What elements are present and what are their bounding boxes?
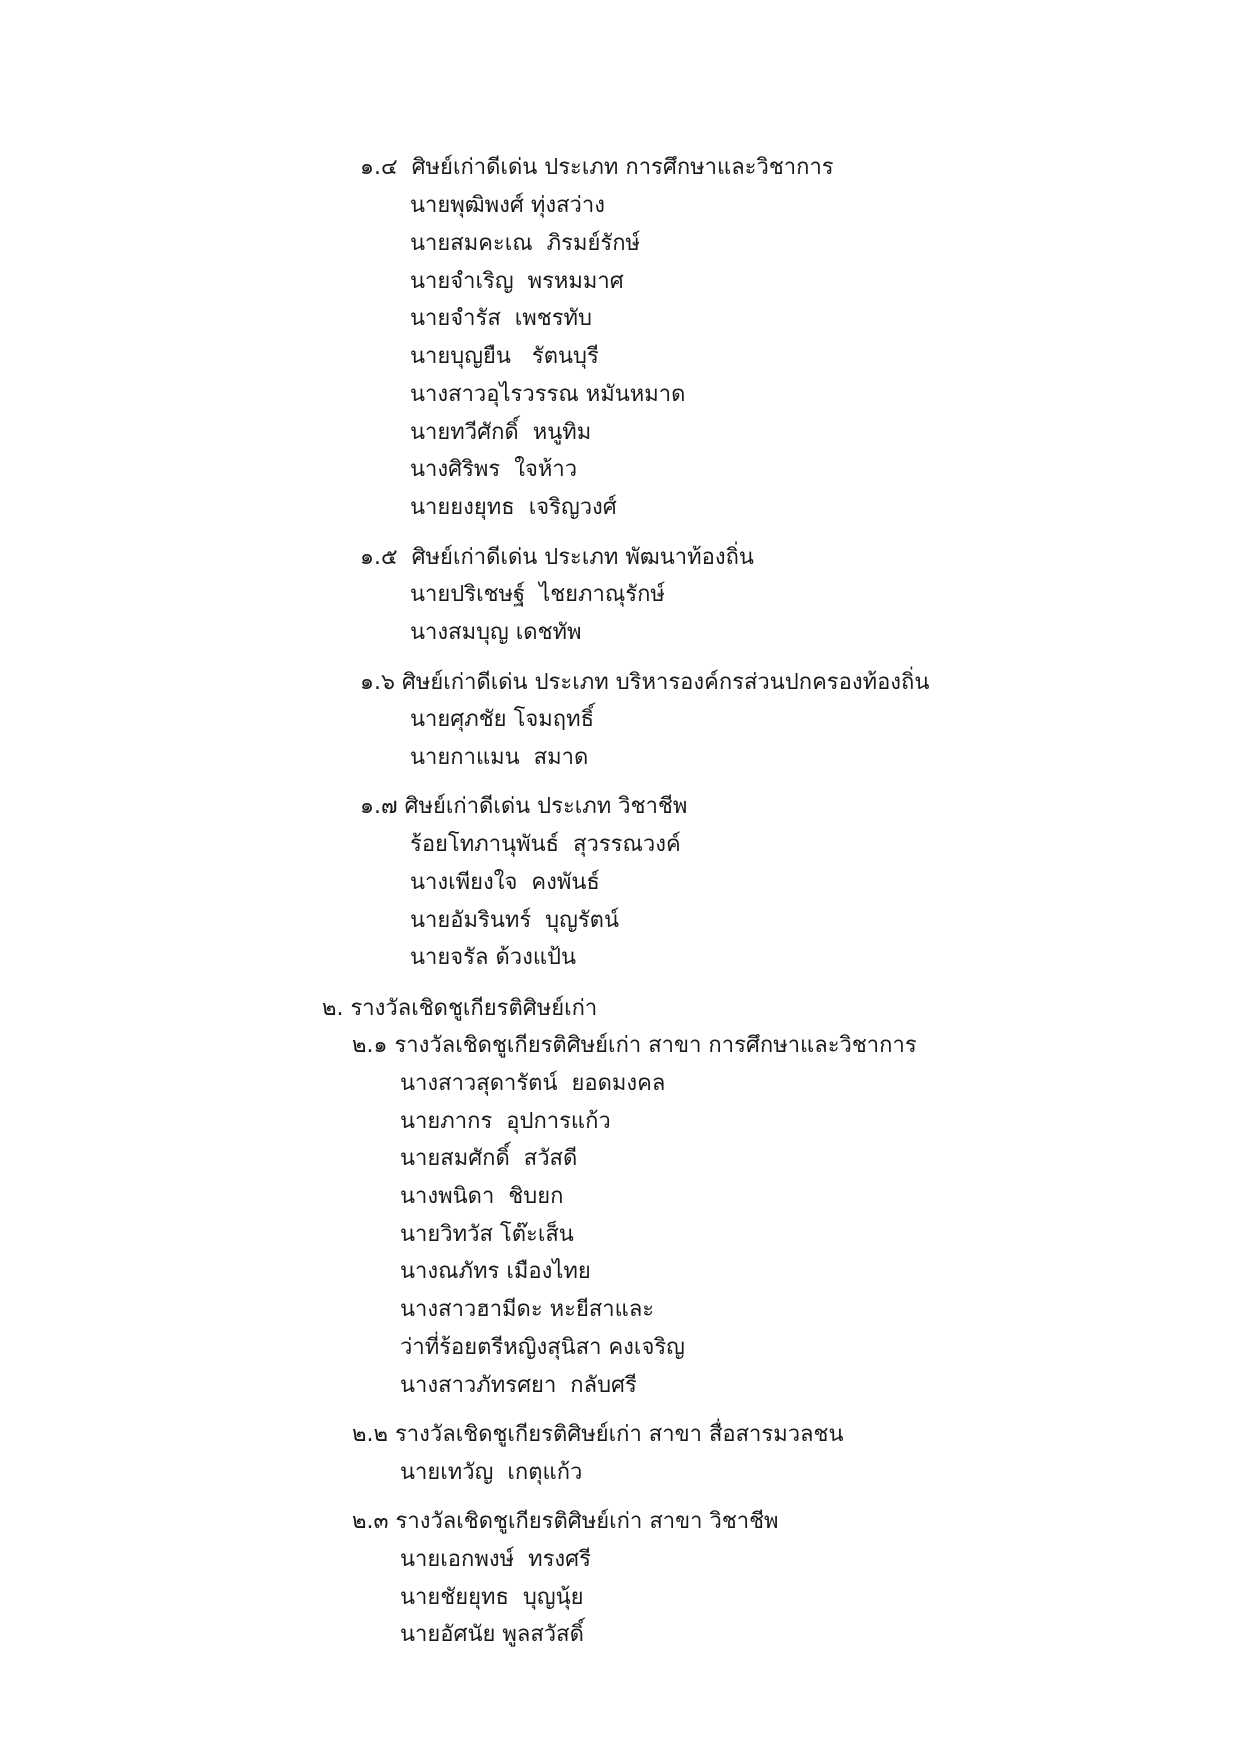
list-item: นายชัยยุทธ บุญนุ้ย <box>400 1585 584 1610</box>
list-item: นายทวีศักดิ์ หนูทิม <box>410 420 592 445</box>
subsection-heading-1-7: ๑.๗ ศิษย์เก่าดีเด่น ประเภท วิชาชีพ <box>360 794 688 819</box>
list-item: นางสาวอุไรวรรณ หมันหมาด <box>410 382 686 407</box>
subsection-heading-2-2: ๒.๒ รางวัลเชิดชูเกียรติศิษย์เก่า สาขา สื่อสารมวลชน <box>352 1422 844 1447</box>
list-item: นายจำเริญ พรหมมาศ <box>410 269 624 294</box>
list-item: นายวิทวัส โต๊ะเส็น <box>400 1222 574 1247</box>
list-item: นายเอกพงษ์ ทรงศรี <box>400 1547 591 1572</box>
list-item: นายสมศักดิ์ สวัสดี <box>400 1146 578 1171</box>
list-item: นายศุภชัย โจมฤทธิ์ <box>410 707 595 732</box>
section-heading-2: ๒. รางวัลเชิดชูเกียรติศิษย์เก่า <box>322 996 598 1021</box>
list-item: นายเทวัญ เกตุแก้ว <box>400 1460 583 1485</box>
subsection-heading-2-3: ๒.๓ รางวัลเชิดชูเกียรติศิษย์เก่า สาขา วิชาชีพ <box>352 1509 779 1534</box>
list-item: นางณภัทร เมืองไทย <box>400 1259 591 1284</box>
subsection-heading-1-6: ๑.๖ ศิษย์เก่าดีเด่น ประเภท บริหารองค์กรส่วนปกครองท้องถิ่น <box>360 670 930 695</box>
subsection-heading-2-1: ๒.๑ รางวัลเชิดชูเกียรติศิษย์เก่า สาขา การศึกษาและวิชาการ <box>352 1033 917 1058</box>
list-item: นางสมบุญ เดชทัพ <box>410 620 582 645</box>
list-item: นางสาวภัทรศยา กลับศรี <box>400 1373 637 1398</box>
list-item: นายบุญยืน รัตนบุรี <box>410 344 599 369</box>
list-item: นางสาวฮามีดะ หะยีสาและ <box>400 1297 655 1322</box>
list-item: นางศิริพร ใจห้าว <box>410 457 578 482</box>
list-item: ว่าที่ร้อยตรีหญิงสุนิสา คงเจริญ <box>400 1335 685 1360</box>
list-item: นางเพียงใจ คงพันธ์ <box>410 870 600 895</box>
subsection-heading-1-5: ๑.๕ ศิษย์เก่าดีเด่น ประเภท พัฒนาท้องถิ่น <box>360 545 754 570</box>
list-item: นายสมคะเณ ภิรมย์รักษ์ <box>410 231 641 256</box>
list-item: นายกาแมน สมาด <box>410 745 589 770</box>
list-item: นายยงยุทธ เจริญวงศ์ <box>410 495 617 520</box>
list-item: นายจำรัส เพชรทับ <box>410 306 592 331</box>
list-item: นางสาวสุดารัตน์ ยอดมงคล <box>400 1071 666 1096</box>
list-item: นายพุฒิพงศ์ ทุ่งสว่าง <box>410 193 605 218</box>
list-item: นายอัศนัย พูลสวัสดิ์ <box>400 1622 584 1647</box>
list-item: นางพนิดา ชิบยก <box>400 1184 564 1209</box>
list-item: ร้อยโทภานุพันธ์ สุวรรณวงค์ <box>410 832 681 857</box>
list-item: นายปริเชษฐ์ ไชยภาณุรักษ์ <box>410 582 665 607</box>
list-item: นายภากร อุปการแก้ว <box>400 1109 611 1134</box>
list-item: นายจรัล ด้วงแป้น <box>410 945 577 970</box>
list-item: นายอัมรินทร์ บุญรัตน์ <box>410 908 620 933</box>
subsection-heading-1-4: ๑.๔ ศิษย์เก่าดีเด่น ประเภท การศึกษาและวิชาการ <box>360 155 834 180</box>
